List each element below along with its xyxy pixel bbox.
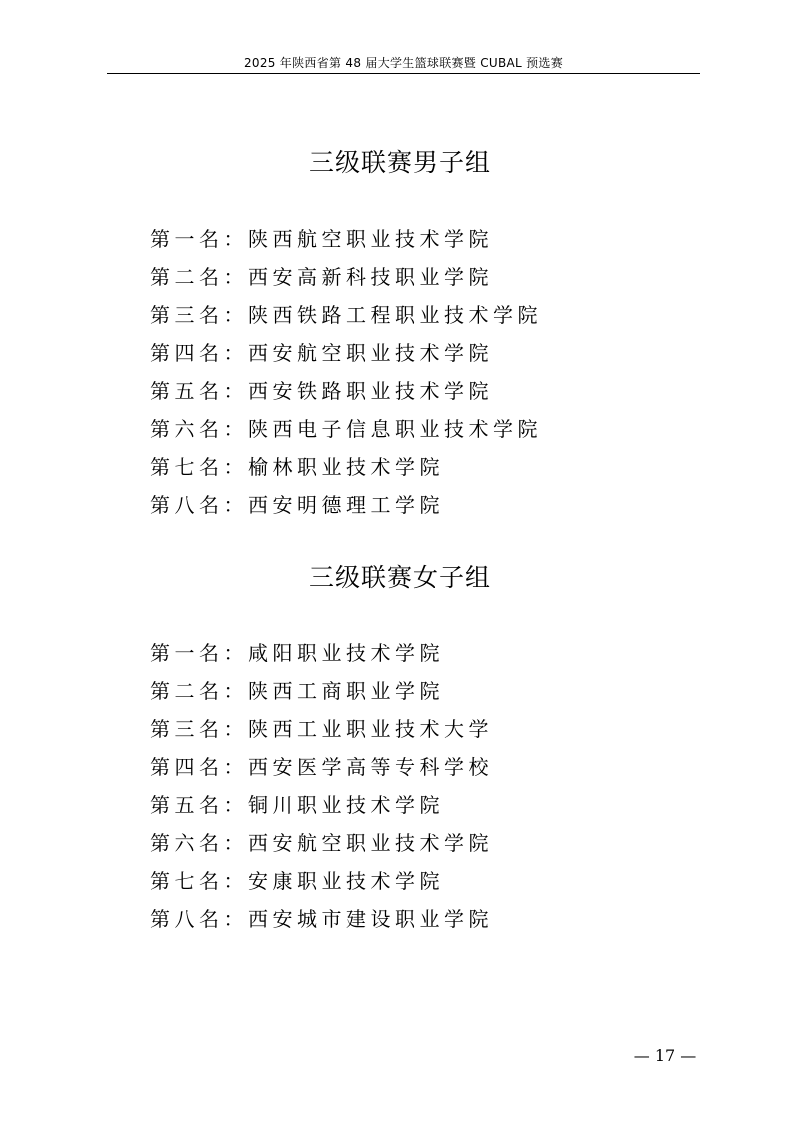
ranking-item: 第七名：榆林职业技术学院 [150,455,444,479]
ranking-item: 第七名：安康职业技术学院 [150,869,444,893]
page-header: 2025 年陕西省第 48 届大学生篮球联赛暨 CUBAL 预选赛 [243,56,564,70]
ranking-item: 第六名：陕西电子信息职业技术学院 [150,417,542,441]
women-ranking-list [150,634,493,938]
men-ranking-list [150,220,542,524]
ranking-item: 第八名：西安明德理工学院 [150,493,444,517]
ranking-item: 第六名：西安航空职业技术学院 [150,831,493,855]
ranking-item: 第五名：铜川职业技术学院 [150,793,444,817]
ranking-item: 第一名：陕西航空职业技术学院 [150,227,493,251]
ranking-item: 第五名：西安铁路职业技术学院 [150,379,493,403]
ranking-item: 第四名：西安医学高等专科学校 [150,755,493,779]
women-section-title: 三级联赛女子组 [308,563,491,592]
ranking-item: 第二名：陕西工商职业学院 [150,679,444,703]
ranking-item: 第二名：西安高新科技职业学院 [150,265,493,289]
header-divider [107,73,700,74]
men-section-title: 三级联赛男子组 [308,148,491,177]
page-number: — 17 — [633,1046,697,1065]
ranking-item: 第一名：咸阳职业技术学院 [150,641,444,665]
ranking-item: 第三名：陕西铁路工程职业技术学院 [150,303,542,327]
ranking-item: 第三名：陕西工业职业技术大学 [150,717,493,741]
ranking-item: 第四名：西安航空职业技术学院 [150,341,493,365]
ranking-item: 第八名：西安城市建设职业学院 [150,907,493,931]
